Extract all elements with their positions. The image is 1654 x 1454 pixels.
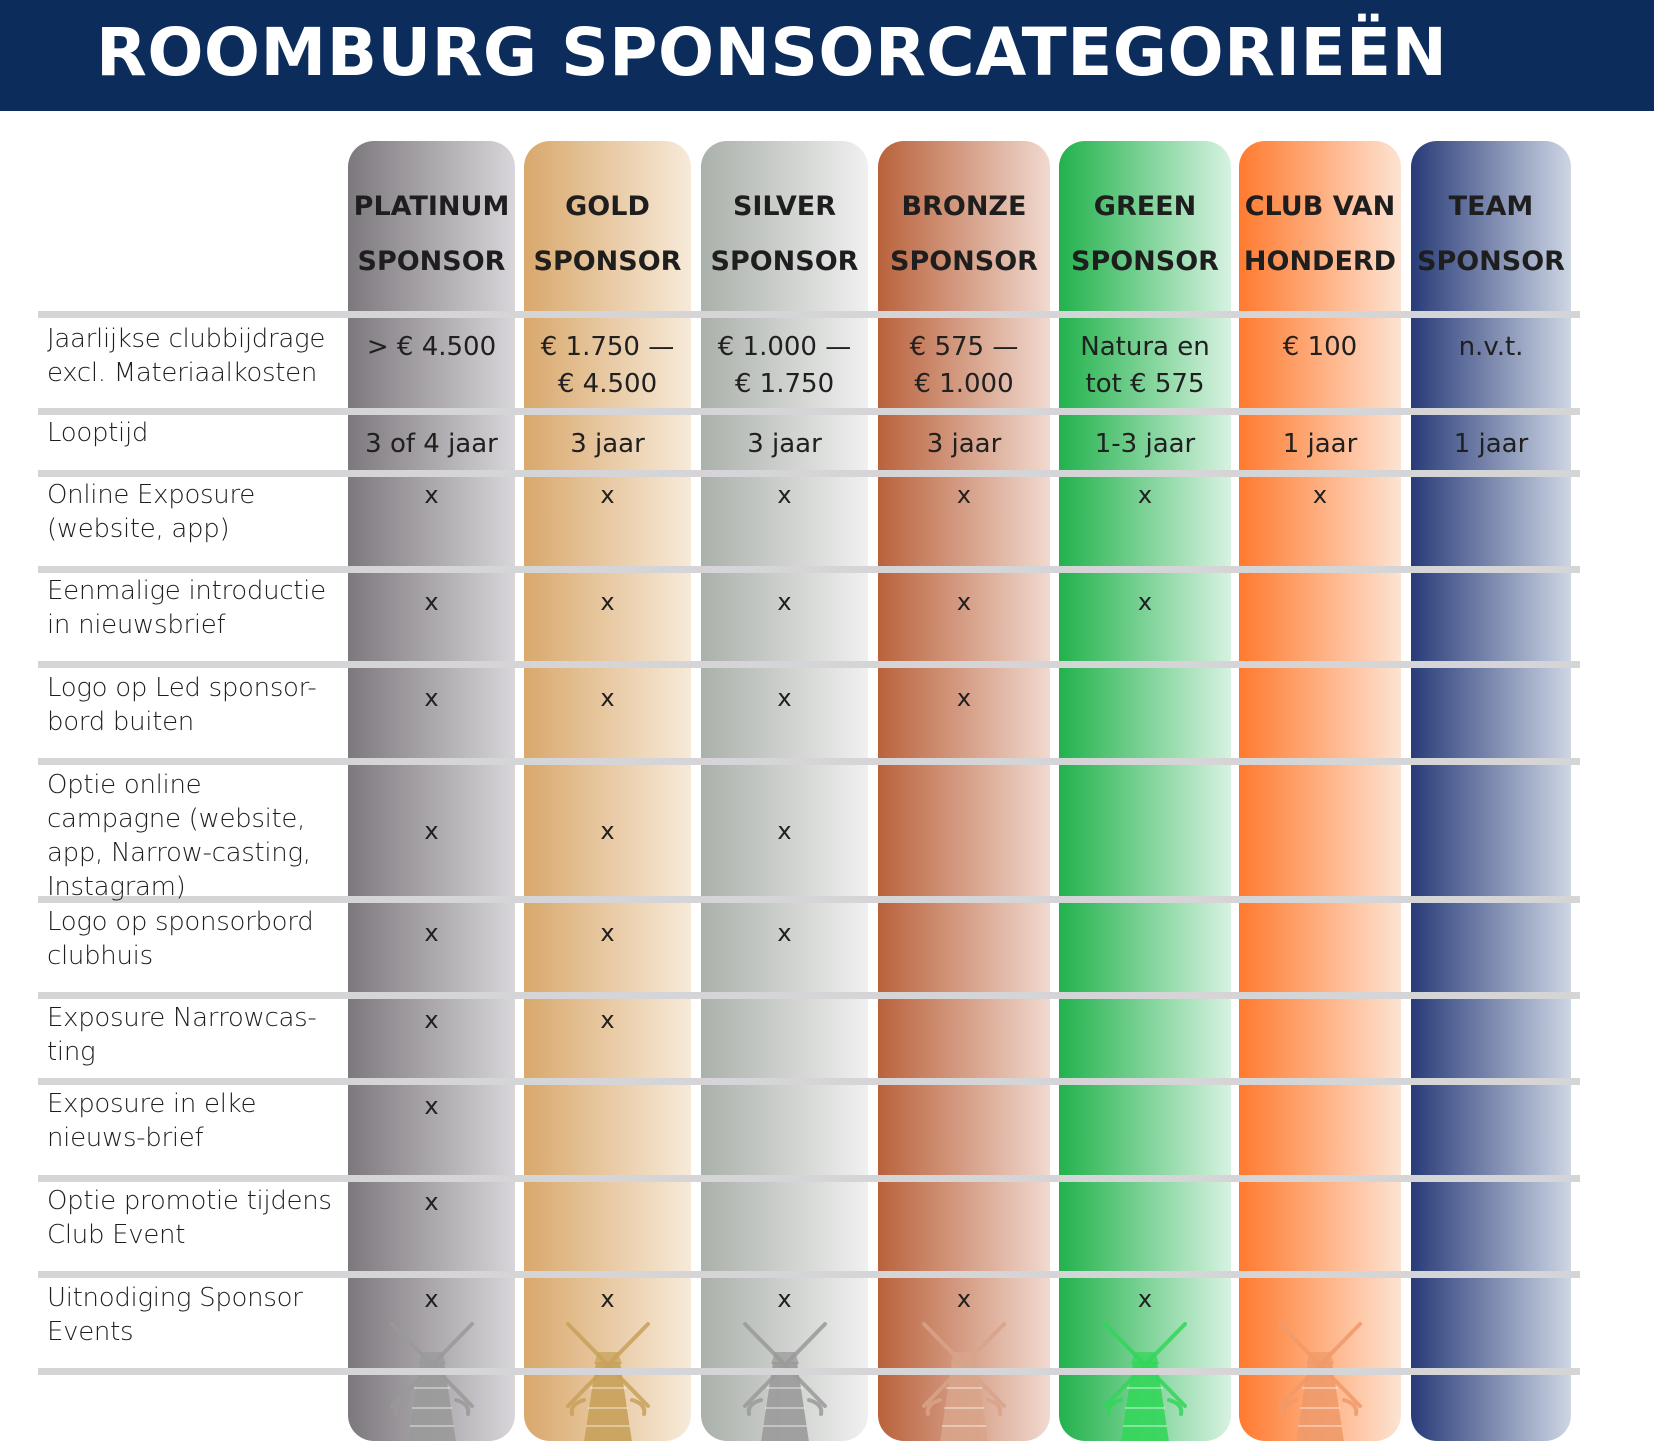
row-divider [38, 758, 1580, 765]
column-header [878, 141, 1050, 313]
row-divider [38, 1175, 1580, 1182]
row-label: Online Exposure (website, app) [47, 480, 255, 544]
column-header-line1: BRONZE [901, 191, 1027, 222]
row-label: Optie online campagne (website, app, Narrow-casting, Instagram) [47, 770, 311, 902]
check-mark: x [424, 1188, 439, 1216]
row-label: Eenmalige introductie in nieuwsbrief [47, 576, 326, 640]
column-header-line1: SILVER [732, 191, 837, 222]
check-mark: x [424, 481, 439, 509]
check-mark: x [777, 481, 792, 509]
check-mark: x [600, 1006, 615, 1034]
column-header-line2: SPONSOR [357, 246, 506, 277]
check-mark: x [600, 1285, 615, 1313]
column-header [1239, 141, 1401, 313]
check-mark: x [424, 588, 439, 616]
table-cell: 3 of 4 jaar [365, 429, 498, 459]
column-header-line1: TEAM [1448, 191, 1534, 222]
column-header-line2: SPONSOR [533, 246, 682, 277]
column-header-line1: PLATINUM [353, 191, 510, 222]
table-cell: n.v.t. [1458, 332, 1524, 362]
column-header-line1: CLUB VAN [1244, 191, 1396, 222]
table-cell: 3 jaar [570, 429, 645, 459]
check-mark: x [1312, 481, 1328, 509]
check-mark: x [777, 684, 792, 712]
row-divider [38, 1271, 1580, 1278]
windmill-icon [739, 1318, 831, 1441]
table-cell: € 1.750 — € 4.500 [540, 332, 675, 399]
check-mark: x [424, 684, 439, 712]
windmill-icon [562, 1318, 654, 1441]
column-header-line1: GREEN [1093, 191, 1197, 222]
check-mark: x [600, 588, 615, 616]
row-label: Exposure in elke nieuws-brief [47, 1089, 257, 1153]
row-divider [38, 408, 1580, 415]
table-cell: 3 jaar [747, 429, 822, 459]
check-mark: x [424, 817, 439, 845]
check-mark: x [1137, 1285, 1153, 1313]
row-label: Jaarlijkse clubbijdrage excl. Materiaalkosten [47, 324, 326, 388]
title-banner [0, 0, 1654, 111]
check-mark: x [777, 1285, 792, 1313]
column-header-line2: SPONSOR [710, 246, 859, 277]
check-mark: x [600, 817, 615, 845]
column-header [524, 141, 691, 313]
table-cell: € 1.000 — € 1.750 [717, 332, 852, 399]
table-cell: 1-3 jaar [1094, 429, 1196, 459]
row-divider [38, 992, 1580, 999]
column-header-line2: SPONSOR [1417, 246, 1565, 277]
table-cell: € 575 — € 1.000 [909, 332, 1019, 399]
row-label: Exposure Narrowcas-ting [47, 1003, 317, 1067]
table-cell: 3 jaar [926, 429, 1002, 459]
check-mark: x [956, 684, 972, 712]
check-mark: x [424, 919, 439, 947]
check-mark: x [956, 1285, 972, 1313]
table-cell: Natura en tot € 575 [1080, 332, 1210, 399]
check-mark: x [600, 481, 615, 509]
row-label: Uitnodiging Sponsor Events [47, 1283, 303, 1347]
row-label: Optie promotie tijdens Club Event [47, 1186, 332, 1250]
page-title: ROOMBURG SPONSORCATEGORIEËN [96, 14, 1448, 91]
column-header-line2: HONDERD [1243, 246, 1397, 277]
row-divider [38, 470, 1580, 477]
windmill-icon [386, 1318, 478, 1441]
row-label: Logo op sponsorbord clubhuis [47, 907, 314, 971]
check-mark: x [600, 684, 615, 712]
column-header [1411, 141, 1571, 313]
row-divider [38, 1078, 1580, 1085]
check-mark: x [1137, 588, 1153, 616]
row-divider [38, 566, 1580, 573]
check-mark: x [424, 1006, 439, 1034]
column-header [348, 141, 515, 313]
row-label: Logo op Led sponsor-bord buiten [47, 673, 317, 737]
table-cell: > € 4.500 [366, 332, 497, 362]
check-mark: x [777, 817, 792, 845]
check-mark: x [777, 588, 792, 616]
table-cell: 1 jaar [1453, 429, 1529, 459]
table-cell: € 100 [1282, 332, 1358, 362]
check-mark: x [1137, 481, 1153, 509]
row-label: Looptijd [47, 418, 149, 448]
column-header [1059, 141, 1231, 313]
row-divider [38, 661, 1580, 668]
check-mark: x [424, 1092, 439, 1120]
check-mark: x [956, 481, 972, 509]
column-header-line2: SPONSOR [890, 246, 1038, 277]
windmill-icon [1274, 1318, 1366, 1441]
column-header [701, 141, 868, 313]
windmill-icon [1099, 1318, 1191, 1441]
row-divider [38, 1368, 1580, 1375]
check-mark: x [956, 588, 972, 616]
table-cell: 1 jaar [1282, 429, 1358, 459]
check-mark: x [424, 1285, 439, 1313]
check-mark: x [600, 919, 615, 947]
column-header-line2: SPONSOR [1071, 246, 1219, 277]
check-mark: x [777, 919, 792, 947]
column-header-line1: GOLD [565, 191, 650, 222]
windmill-icon [918, 1318, 1010, 1441]
row-divider [38, 311, 1580, 318]
